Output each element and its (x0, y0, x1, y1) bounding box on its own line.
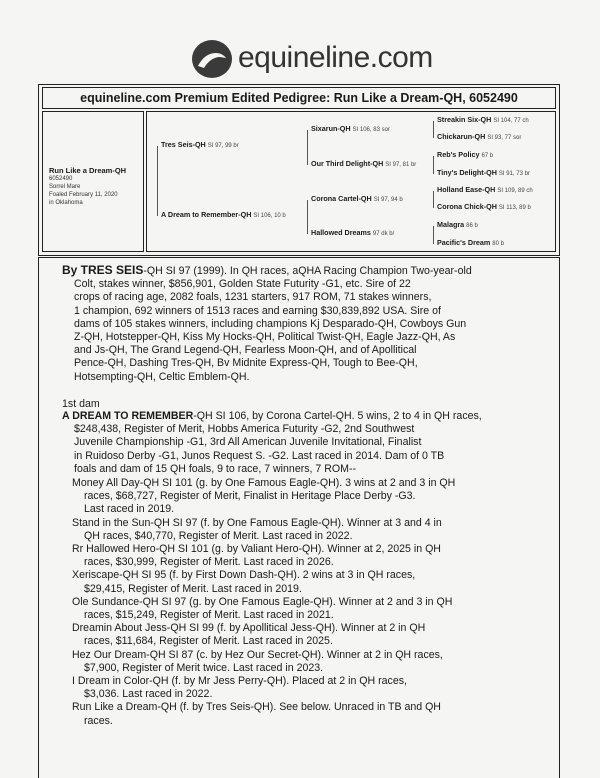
subject-foaled: Foaled February 11, 2020 (49, 192, 118, 198)
pedigree-dam-sire: Corona Cartel-QH SI 97, 94 b (311, 194, 403, 203)
brand-name: equineline.com (238, 41, 433, 74)
subject-id: 6052490 (49, 176, 73, 182)
subject-name: Run Like a Dream-QH (49, 166, 127, 175)
pedigree-chart (146, 111, 556, 252)
list-item: Run Like a Dream-QH (f. by Tres Seis-QH). See below. Unraced in TB and QH races. (72, 701, 441, 727)
list-item: Dreamin About Jess-QH SI 99 (f. by Apollitical Jess-QH). Winner at 2 in QH races, $11,684, Register of Merit. Last raced in 2025. (72, 622, 426, 648)
list-item: Xeriscape-QH SI 95 (f. by First Down Dash-QH). 2 wins at 3 in QH races, $29,415, Register of Merit. Last raced in 2019. (72, 569, 416, 595)
list-item: Money All Day-QH SI 101 (g. by One Famous Eagle-QH). 3 wins at 2 and 3 in QH races, $68,727, Register of Merit, Finalist in Heritage Place Derby -G3. Last raced in 2019. (72, 477, 456, 516)
list-item: Hez Our Dream-QH SI 87 (c. by Hez Our Secret-QH). Winner at 2 in QH races, $7,900, Register of Merit twice. Last raced in 2023. (72, 648, 443, 674)
pedigree-sire-dam: Our Third Delight-QH SI 97, 81 br (311, 159, 417, 168)
dam-heading: 1st dam (62, 398, 100, 410)
page-title: equineline.com Premium Edited Pedigree: Run Like a Dream-QH, 6052490 (42, 87, 556, 109)
pedigree-dsd: Corona Chick-QH SI 113, 89 b (437, 202, 531, 211)
pedigree-sds: Reb's Policy 67 b (437, 150, 494, 159)
dam-lead: A DREAM TO REMEMBER (62, 410, 194, 422)
foals-list (72, 477, 455, 728)
pedigree-sdd: Tiny's Delight-QH SI 91, 73 br (437, 168, 530, 177)
pedigree-dss: Holland Ease-QH SI 109, 89 ch (437, 185, 533, 194)
pedigree-sire-sire: Sixarun-QH SI 106, 83 sor (311, 124, 390, 133)
sire-paragraph: By TRES SEIS-QH SI 97 (1999). In QH races, aQHA Racing Champion Two-year-old Colt, stakes winner, $856,901, Golden State Futurity -G1, etc. Sire of 22 crops of racing age, 2082 foals, 1231 starters, 917 ROM, 71 stakes winners, 1 champion, 692 winners of 1513 races and earning $30,839,892 USA. Sire of dams of 105 stakes winners, including champions Kj Desparado-QH, Cowboys Gun Z-QH, Hotstepper-QH, Kiss My Hocks-QH, Political Twist-QH, Eagle Jazz-QH, As and Js-QH, The Grand Legend-QH, Fearless Moon-QH, and of Apollitical Pence-QH, Dashing Tres-QH, Bv Midnite Express-QH, Tough to Bee-QH, Hotsempting-QH, Celtic Emblem-QH. (62, 263, 472, 383)
dam-paragraph: A DREAM TO REMEMBER-QH SI 106, by Corona Cartel-QH. 5 wins, 2 to 4 in QH races, $248,438, Register of Merit, Hobbs America Futurity -G2, 2nd Southwest Juvenile Championship -G1, 3rd All American Juvenile Invitational, Finalist in Ruidoso Derby -G1, Junos Request S. -G2. Last raced in 2014. Dam of 0 TB foals and dam of 15 QH foals, 9 to race, 7 winners, 7 ROM-- (62, 410, 482, 475)
pedigree-dam-dam: Hallowed Dreams 97 dk b/ (311, 228, 395, 237)
sire-lead: By TRES SEIS (62, 263, 144, 277)
pedigree-sss: Streakin Six-QH SI 104, 77 ch (437, 115, 529, 124)
pedigree-dam: A Dream to Remember-QH SI 106, 10 b (161, 210, 286, 219)
subject-box (42, 111, 144, 252)
subject-desc: Sorrel Mare (49, 184, 81, 190)
equineline-logo (192, 38, 433, 82)
pedigree-ddd: Pacific's Dream 80 b (437, 238, 504, 247)
subject-place: in Oklahoma (49, 200, 83, 206)
list-item: I Dream in Color-QH (f. by Mr Jess Perry-QH). Placed at 2 in QH races, $3,036. Last raced in 2022. (72, 675, 407, 701)
horse-head-icon (192, 40, 232, 78)
pedigree-dds: Malagra 86 b (437, 220, 478, 229)
list-item: Stand in the Sun-QH SI 97 (f. by One Famous Eagle-QH). Winner at 3 and 4 in QH races, $40,770, Register of Merit. Last raced in 2022. (72, 516, 442, 542)
pedigree-sire: Tres Seis-QH SI 97, 99 br (161, 140, 239, 149)
pedigree-ssd: Chickarun-QH SI 93, 77 sor (437, 132, 522, 141)
list-item: Ole Sundance-QH SI 97 (g. by One Famous Eagle-QH). Winner at 2 and 3 in QH races, $15,249, Register of Merit. Last raced in 2021. (72, 595, 453, 622)
list-item: Rr Hallowed Hero-QH SI 101 (g. by Valiant Hero-QH). Winner at 2, 2025 in QH races, $30,999, Register of Merit. Last raced in 2026. (72, 543, 441, 569)
